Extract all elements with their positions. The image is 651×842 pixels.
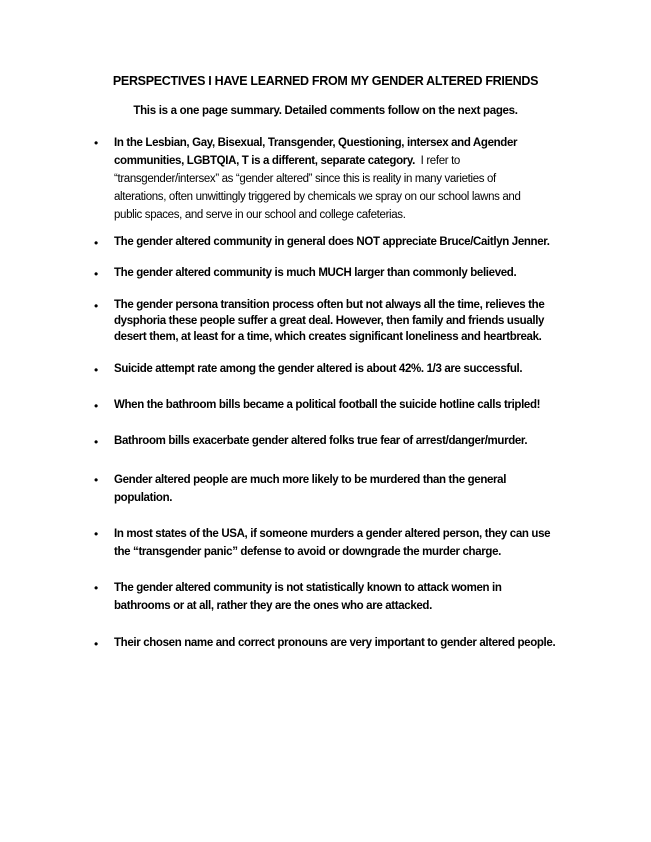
bullet-text-line: The gender altered community is not statistically known to attack women in <box>114 582 502 594</box>
bullet-text-line: Suicide attempt rate among the gender altered is about 42%. 1/3 are successful. <box>114 363 523 375</box>
bullet-text-line: “transgender/intersex” as “gender altered” since this is reality in many varieties of <box>114 173 496 185</box>
page-title: PERSPECTIVES I HAVE LEARNED FROM MY GENDER ALTERED FRIENDS <box>112 74 539 88</box>
bullet-icon: • <box>94 435 99 449</box>
bullet-text-line: In most states of the USA, if someone murders a gender altered person, they can use <box>114 528 551 540</box>
bullet-text-line: In the Lesbian, Gay, Bisexual, Transgender, Questioning, intersex and Agender <box>114 137 518 149</box>
bullet-icon: • <box>94 473 99 487</box>
bullet-text-line: alterations, often unwittingly triggered by chemicals we spray on our school lawns and <box>114 191 521 203</box>
bullet-text-line: Bathroom bills exacerbate gender altered folks true fear of arrest/danger/murder. <box>114 435 528 447</box>
bullet-text-line: population. <box>114 492 173 504</box>
bullet-icon: • <box>94 136 99 150</box>
bullet-text-line: dysphoria these people suffer a great deal. However, then family and friends usually <box>114 315 545 327</box>
bullet-text-line: communities, LGBTQIA, T is a different, separate category. <box>114 155 415 167</box>
bullet-text-line: Gender altered people are much more likely to be murdered than the general <box>114 474 507 486</box>
bullet-icon: • <box>94 527 99 541</box>
bullet-text-line: desert them, at least for a time, which creates significant loneliness and heartbreak. <box>114 331 542 343</box>
bullet-text-line: Their chosen name and correct pronouns are very important to gender altered people. <box>114 637 556 649</box>
bullet-icon: • <box>94 236 99 250</box>
bullet-icon: • <box>94 267 99 281</box>
bullet-icon: • <box>94 363 99 377</box>
bullet-text-line: bathrooms or at all, rather they are the ones who are attacked. <box>114 600 432 612</box>
bullet-text-line: I refer to <box>420 155 460 167</box>
bullet-icon: • <box>94 299 99 313</box>
bullet-text-line: public spaces, and serve in our school and college cafeterias. <box>114 209 406 221</box>
bullet-text-line: When the bathroom bills became a political football the suicide hotline calls tripled! <box>114 399 541 411</box>
bullet-text-line: The gender altered community is much MUCH larger than commonly believed. <box>114 267 517 279</box>
bullet-icon: • <box>94 399 99 413</box>
page-subtitle: This is a one page summary. Detailed comments follow on the next pages. <box>133 105 518 117</box>
bullet-icon: • <box>94 581 99 595</box>
bullet-text-line: the “transgender panic” defense to avoid or downgrade the murder charge. <box>114 546 501 558</box>
bullet-text-line: The gender altered community in general does NOT appreciate Bruce/Caitlyn Jenner. <box>114 236 550 248</box>
bullet-icon: • <box>94 637 99 651</box>
bullet-text-line: The gender persona transition process often but not always all the time, relieves the <box>114 299 545 311</box>
